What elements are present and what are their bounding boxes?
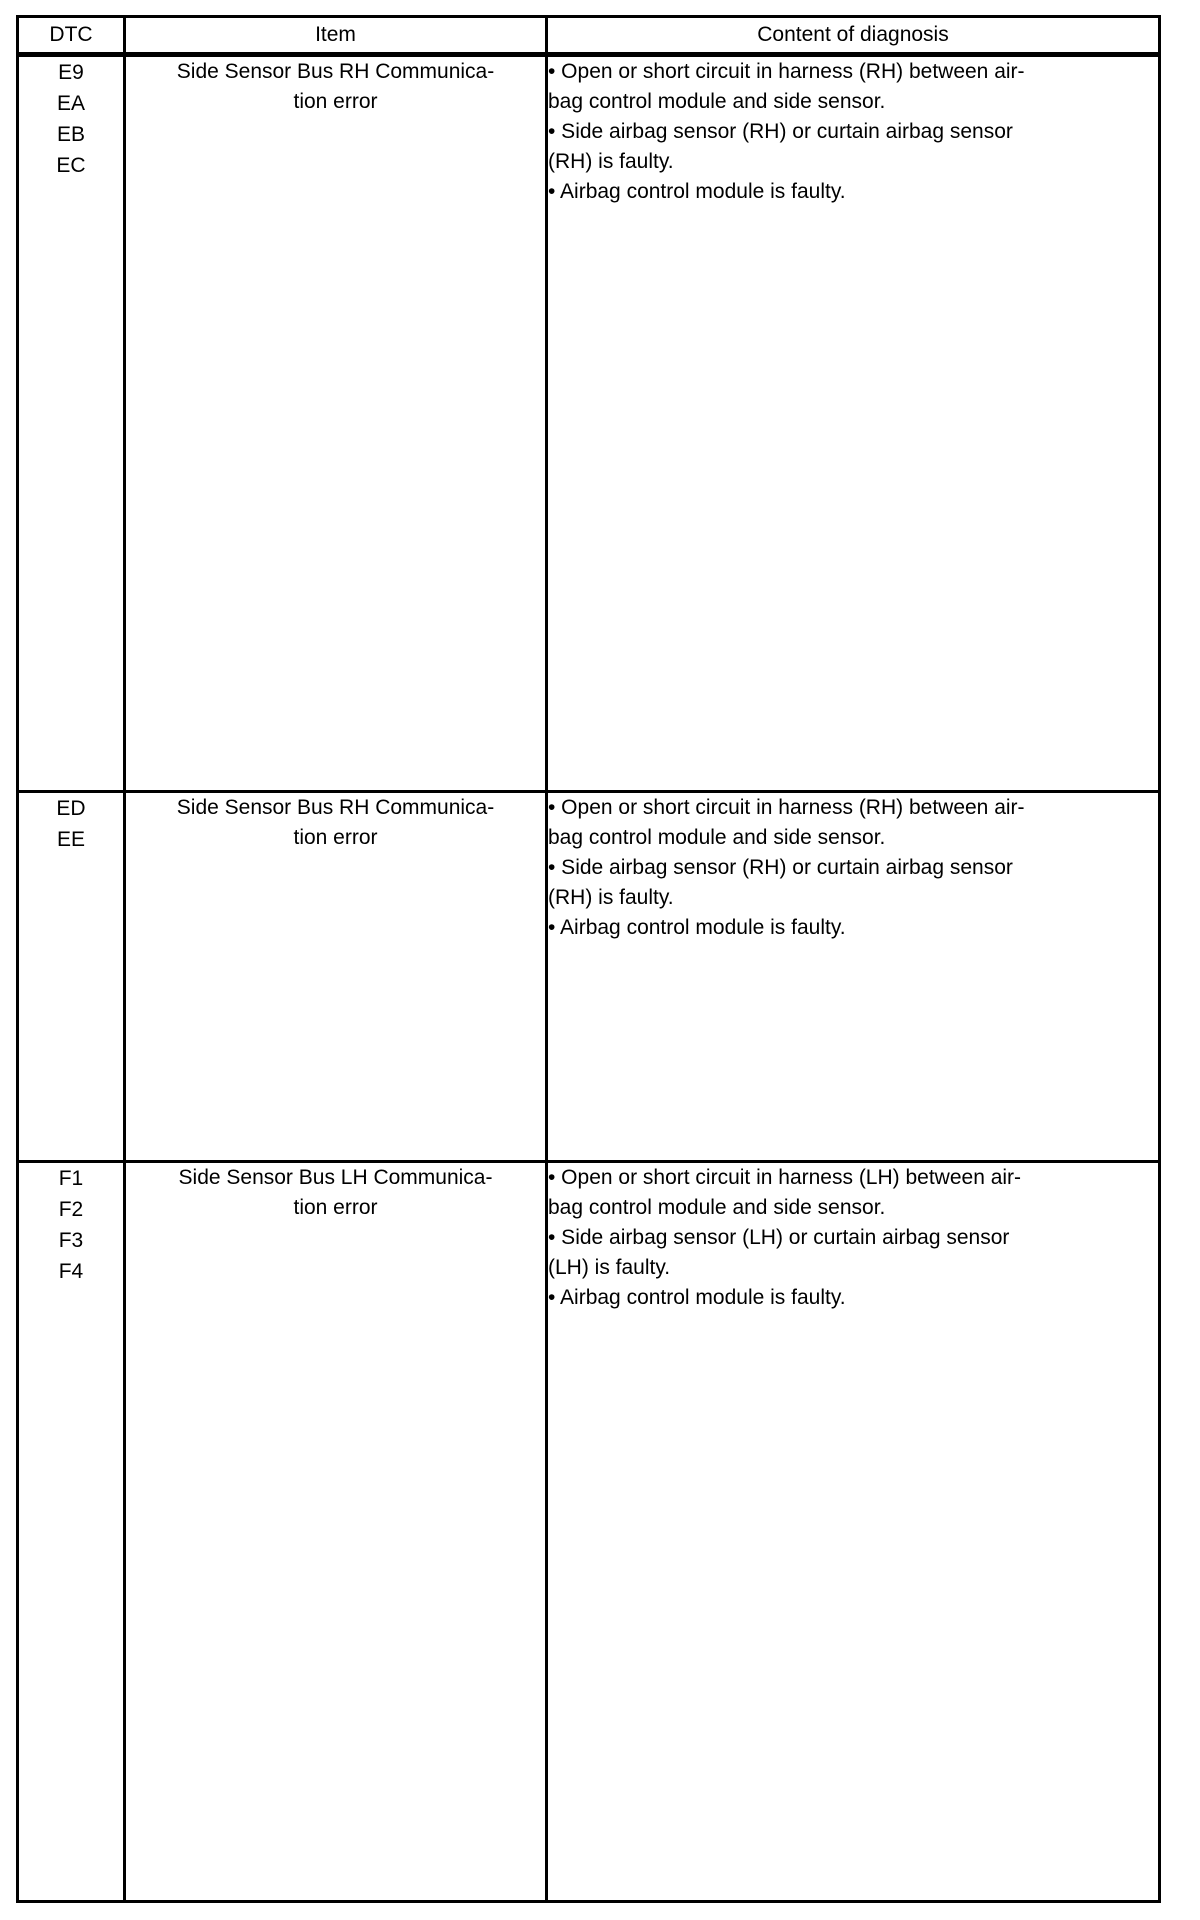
diagnosis-line: • Open or short circuit in harness (LH) between air- xyxy=(548,1166,1022,1189)
diagnosis-line: (RH) is faulty. xyxy=(548,886,674,909)
item-cell xyxy=(125,1162,547,1902)
header-content: Content of diagnosis xyxy=(547,17,1160,55)
diagnosis-line: • Airbag control module is faulty. xyxy=(548,180,846,203)
dtc-diagnosis-table xyxy=(16,15,1161,1903)
item-text: Side Sensor Bus LH Communica- xyxy=(178,1166,493,1189)
header-item: Item xyxy=(125,17,547,55)
table-header-row xyxy=(18,17,1160,55)
dtc-code: F2 xyxy=(58,1198,84,1221)
table-row xyxy=(18,55,1160,792)
item-text: tion error xyxy=(293,90,378,113)
item-text: tion error xyxy=(293,1196,378,1219)
dtc-code: EE xyxy=(56,828,85,851)
diagnosis-line: • Side airbag sensor (LH) or curtain airbag sensor xyxy=(548,1226,1010,1249)
dtc-code: EA xyxy=(56,92,85,115)
diagnosis-line: (RH) is faulty. xyxy=(548,150,674,173)
item-cell xyxy=(125,792,547,1162)
diagnosis-line: (LH) is faulty. xyxy=(548,1256,671,1279)
dtc-code: ED xyxy=(56,797,86,820)
diagnosis-line: • Open or short circuit in harness (RH) between air- xyxy=(548,796,1025,819)
header-dtc: DTC xyxy=(18,17,125,55)
diagnosis-line: • Airbag control module is faulty. xyxy=(548,916,846,939)
item-cell xyxy=(125,55,547,792)
dtc-code: E9 xyxy=(58,61,84,84)
dtc-codes-cell xyxy=(18,55,125,792)
dtc-code: F3 xyxy=(58,1229,84,1252)
diagnosis-line: bag control module and side sensor. xyxy=(548,826,886,849)
diagnosis-line: bag control module and side sensor. xyxy=(548,1196,886,1219)
item-text: tion error xyxy=(293,826,378,849)
table-row xyxy=(18,792,1160,1162)
diagnosis-line: • Open or short circuit in harness (RH) between air- xyxy=(548,60,1025,83)
diagnosis-line: bag control module and side sensor. xyxy=(548,90,886,113)
item-text: Side Sensor Bus RH Communica- xyxy=(176,796,495,819)
dtc-code: EC xyxy=(56,154,86,177)
dtc-codes-cell xyxy=(18,792,125,1162)
item-text: Side Sensor Bus RH Communica- xyxy=(176,60,495,83)
dtc-code: F4 xyxy=(58,1260,84,1283)
dtc-code: F1 xyxy=(58,1167,84,1190)
diagnosis-content-cell xyxy=(547,792,1160,1162)
diagnosis-content-cell xyxy=(547,55,1160,792)
diagnosis-line: • Airbag control module is faulty. xyxy=(548,1286,846,1309)
diagnosis-line: • Side airbag sensor (RH) or curtain airbag sensor xyxy=(548,856,1013,879)
table-row xyxy=(18,1162,1160,1902)
diagnosis-line: • Side airbag sensor (RH) or curtain airbag sensor xyxy=(548,120,1013,143)
dtc-code: EB xyxy=(56,123,85,146)
dtc-codes-cell xyxy=(18,1162,125,1902)
diagnosis-content-cell xyxy=(547,1162,1160,1902)
